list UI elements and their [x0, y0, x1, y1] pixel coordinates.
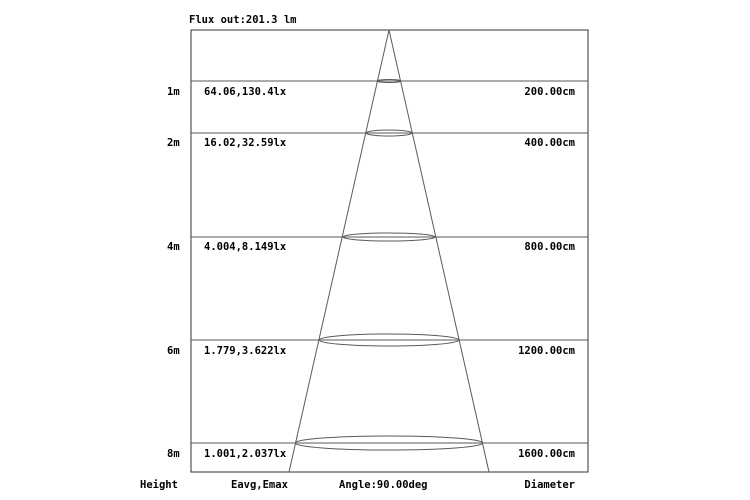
row-2m — [167, 130, 588, 149]
eavg-emax-column-label: Eavg,Emax — [231, 479, 288, 491]
illuminance-value: 4.004,8.149lx — [204, 241, 287, 253]
height-label: 1m — [167, 86, 180, 98]
height-label: 8m — [167, 448, 180, 460]
illuminance-value: 1.779,3.622lx — [204, 345, 287, 357]
diameter-value: 1600.00cm — [518, 448, 575, 460]
illuminance-value: 16.02,32.59lx — [204, 137, 287, 149]
height-label: 2m — [167, 137, 180, 149]
height-column-label: Height — [140, 479, 178, 491]
beam-edge-left — [289, 30, 389, 472]
beam-edge-right — [389, 30, 489, 472]
height-label: 6m — [167, 345, 180, 357]
diameter-value: 200.00cm — [524, 86, 575, 98]
illuminance-value: 1.001,2.037lx — [204, 448, 287, 460]
illuminance-value: 64.06,130.4lx — [204, 86, 287, 98]
flux-out-label: Flux out:201.3 lm — [189, 14, 297, 26]
diameter-value: 1200.00cm — [518, 345, 575, 357]
diameter-value: 800.00cm — [524, 241, 575, 253]
row-8m — [167, 436, 588, 460]
row-6m — [167, 334, 588, 357]
row-4m — [167, 233, 588, 253]
diameter-value: 400.00cm — [524, 137, 575, 149]
beam-angle-label: Angle:90.00deg — [339, 479, 428, 491]
diameter-column-label: Diameter — [524, 479, 575, 491]
height-label: 4m — [167, 241, 180, 253]
